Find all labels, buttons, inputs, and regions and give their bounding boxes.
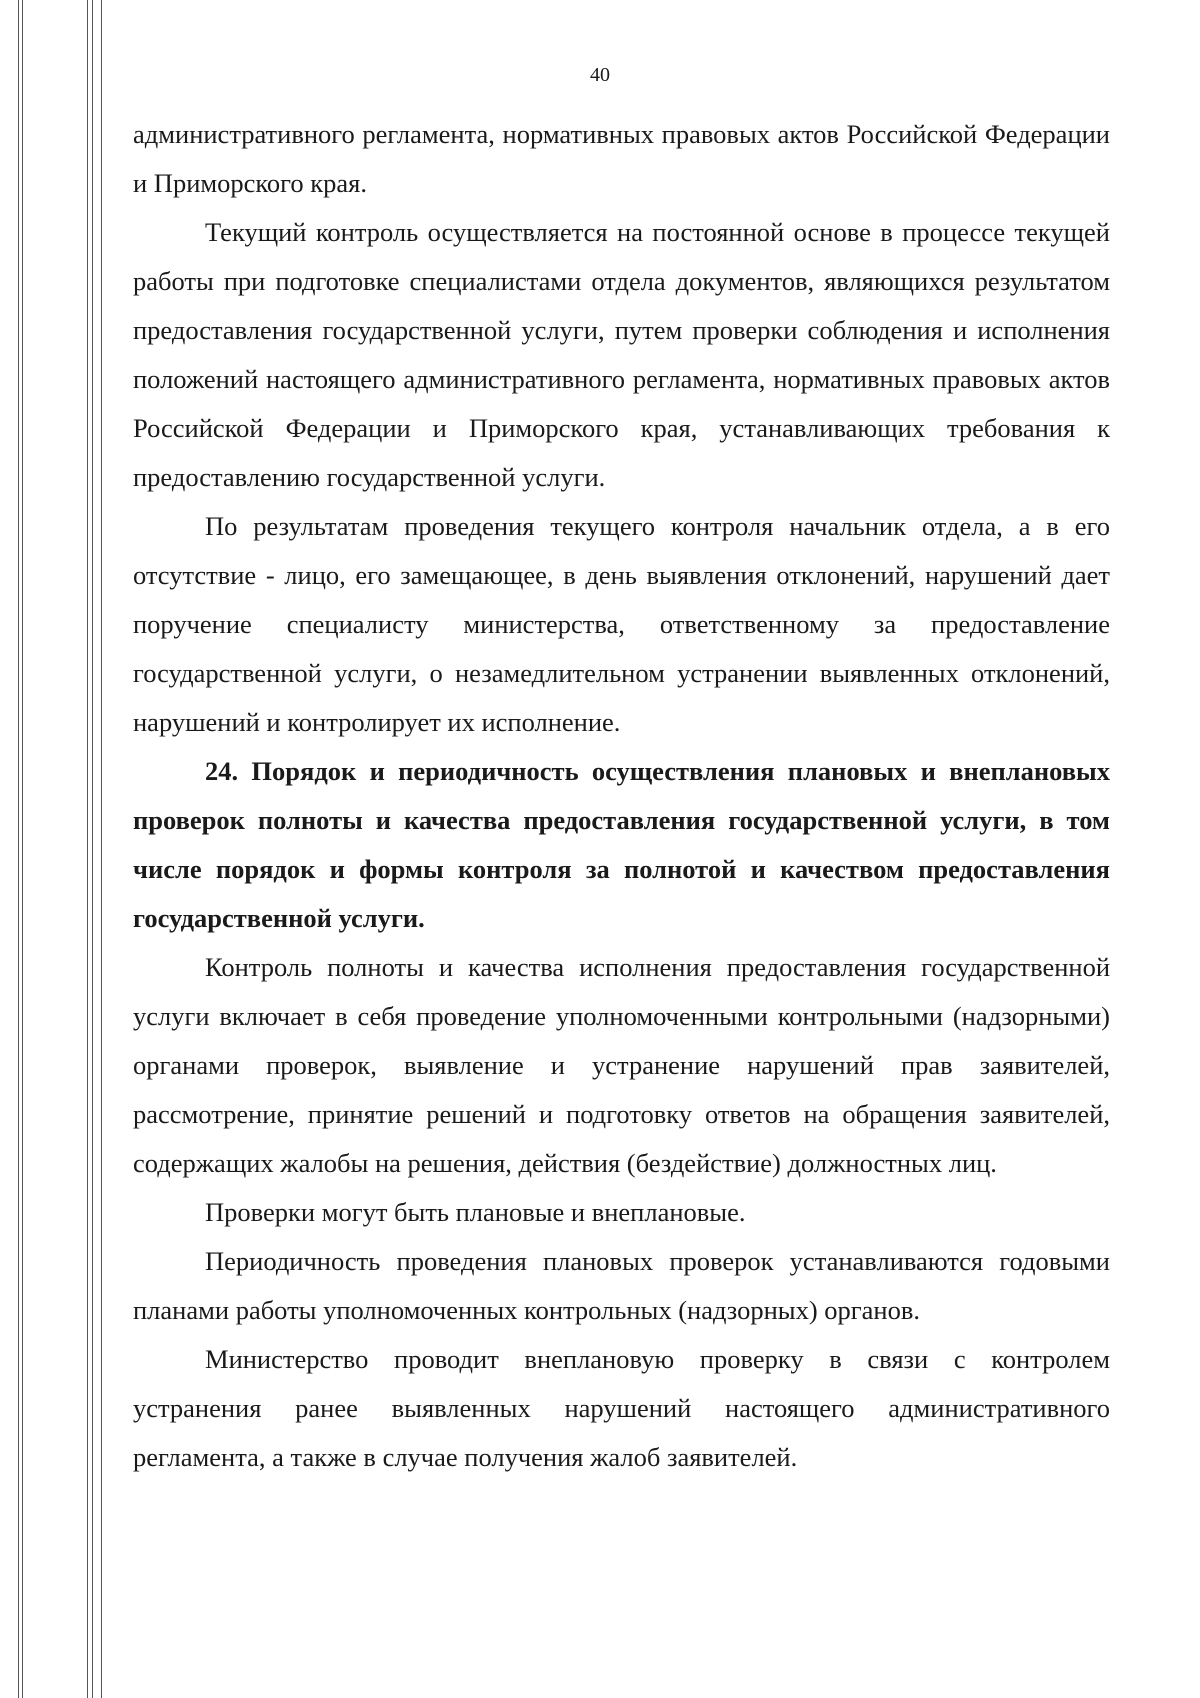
section-heading: 24. Порядок и периодичность осуществления плановых и внеплановых проверок полноты и качества предоставления государственной услуги, в том числе порядок и формы контроля за полнотой и качеством предоставления государственной услуги. <box>133 756 1110 933</box>
paragraph: административного регламента, нормативных правовых актов Российской Федерации и Приморского края. <box>133 119 1110 198</box>
paragraph: Текущий контроль осуществляется на постоянной основе в процессе текущей работы при подготовке специалистами отдела документов, являющихся результатом предоставления государственной услуги, путем проверки соблюдения и исполнения положений настоящего административного регламента, нормативных правовых актов Российской Федерации и Приморского края, устанавливающих требования к предоставлению государственной услуги. <box>133 217 1110 492</box>
binding-line <box>87 0 88 1698</box>
paragraph: Периодичность проведения плановых проверок устанавливаются годовыми планами работы уполномоченных контрольных (надзорных) органов. <box>133 1246 1110 1325</box>
binding-line <box>22 0 23 1698</box>
binding-line <box>18 0 19 1698</box>
binding-line <box>101 0 102 1698</box>
page-body <box>133 110 1110 1482</box>
paragraph: Контроль полноты и качества исполнения предоставления государственной услуги включает в себя проведение уполномоченными контрольными (надзорными) органами проверок, выявление и устранение нарушений прав заявителей, рассмотрение, принятие решений и подготовку ответов на обращения заявителей, содержащих жалобы на решения, действия (бездействие) должностных лиц. <box>133 952 1110 1178</box>
paragraph: Министерство проводит внеплановую проверку в связи с контролем устранения ранее выявленных нарушений настоящего административного регламента, а также в случае получения жалоб заявителей. <box>133 1344 1110 1472</box>
paragraph: Проверки могут быть плановые и внеплановые. <box>205 1197 746 1227</box>
paragraph: По результатам проведения текущего контроля начальник отдела, а в его отсутствие - лицо, его замещающее, в день выявления отклонений, нарушений дает поручение специалисту министерства, ответственному за предоставление государственной услуги, о незамедлительном устранении выявленных отклонений, нарушений и контролирует их исполнение. <box>133 511 1110 737</box>
page-number: 40 <box>590 64 610 86</box>
binding-line <box>92 0 93 1698</box>
